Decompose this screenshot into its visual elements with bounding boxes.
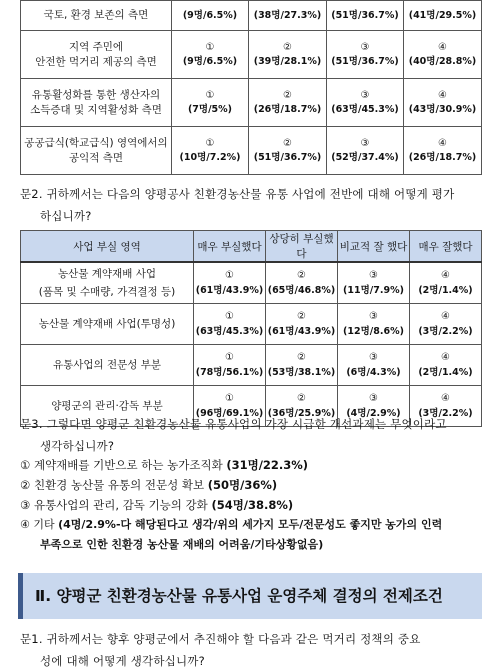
column-header: 상당히 부실했다 (266, 231, 338, 263)
row-label (21, 79, 172, 127)
response-count: (61명/43.9%) (267, 325, 336, 337)
table-row (21, 31, 482, 79)
response-cell (338, 262, 410, 303)
option-number: ③ (360, 137, 370, 149)
row-label-line: 유통활성화를 통한 생산자의 (31, 88, 161, 101)
response-cell (249, 31, 327, 79)
option-number: ① (225, 310, 234, 322)
option-number: ④ (441, 310, 450, 322)
response-cell (327, 127, 404, 175)
table-row (21, 127, 482, 175)
option-number: ① (225, 392, 234, 404)
response-count: (26명/18.7%) (408, 151, 477, 163)
option-number: ① (205, 89, 215, 101)
response-count: (51명/36.7%) (331, 9, 399, 21)
answer-item (20, 495, 442, 515)
response-count: (96명/69.1%) (195, 407, 264, 419)
option-number: ② (283, 137, 292, 149)
row-label (21, 344, 194, 385)
option-number: ④ (438, 41, 447, 53)
option-number: ④ (441, 351, 450, 363)
option-number: ② (297, 269, 306, 281)
table-row (21, 262, 482, 303)
response-cell (194, 344, 266, 385)
response-cell (194, 303, 266, 344)
answer-result: (31명/22.3%) (226, 458, 309, 472)
answer-item-continued (20, 535, 442, 555)
response-count: (4명/2.9%) (346, 407, 401, 419)
response-cell (172, 127, 249, 175)
response-count: (6명/4.3%) (346, 366, 401, 378)
row-label (21, 31, 172, 79)
option-number: ④ (438, 89, 447, 101)
option-number: ② (283, 41, 292, 53)
response-cell (404, 1, 482, 31)
option-number: ④ (441, 269, 450, 281)
row-label-line: 안전한 먹거리 제공의 측면 (35, 55, 157, 68)
response-count: (12명/8.6%) (343, 325, 404, 337)
column-header: 매우 잘했다 (410, 231, 482, 263)
response-cell (172, 79, 249, 127)
row-label-line: 소득증대 및 지역활성화 측면 (30, 103, 162, 116)
table-row (21, 1, 482, 31)
answer-result: (50명/36%) (207, 478, 278, 492)
row-label-line: 농산물 계약재배 사업 (58, 267, 156, 280)
response-count: (63명/45.3%) (331, 103, 399, 115)
response-cell (404, 31, 482, 79)
response-cell (327, 1, 404, 31)
option-number: ② (297, 310, 306, 322)
response-count: (51명/36.7%) (253, 151, 322, 163)
table-row (21, 344, 482, 385)
question-3-line1: 문3. 그렇다면 양평군 친환경농산물 유통사업의 가장 시급한 개선과제는 무엇이라고 (20, 417, 447, 431)
answer-item (20, 475, 442, 495)
response-cell (266, 344, 338, 385)
question-2-line2: 하십니까? (40, 209, 92, 223)
table-row (21, 79, 482, 127)
option-number: ① (205, 137, 215, 149)
response-count: (36명/25.9%) (267, 407, 336, 419)
option-number: ④ (441, 392, 450, 404)
answer-number: ④ (20, 518, 30, 531)
response-count: (39명/28.1%) (253, 55, 322, 67)
answer-text: 친환경 농산물 유통의 전문성 확보 (33, 478, 208, 492)
response-count: (51명/36.7%) (331, 55, 399, 67)
response-count: (52명/37.4%) (331, 151, 399, 163)
row-label-line: 공익적 측면 (68, 151, 124, 164)
importance-table (20, 0, 482, 175)
option-number: ③ (369, 392, 378, 404)
column-header: 비교적 잘 했다 (338, 231, 410, 263)
response-count: (7명/5%) (187, 103, 233, 115)
response-count: (9명/6.5%) (182, 9, 238, 21)
row-label-line: 양평군의 관리·감독 부분 (51, 399, 163, 412)
section-heading: Ⅱ. 양평군 친환경농산물 유통사업 운영주체 결정의 전제조건 (18, 573, 482, 619)
answer-text: 기타 (33, 518, 59, 531)
option-number: ① (225, 269, 234, 281)
response-cell (338, 303, 410, 344)
response-cell (266, 262, 338, 303)
row-label-line: 국토, 환경 보존의 측면 (43, 9, 149, 21)
column-header: 사업 부실 영역 (21, 231, 194, 263)
answer-number: ② (20, 478, 31, 492)
option-number: ③ (369, 351, 378, 363)
answer-result: (4명/2.9%-다 해당된다고 생각/위의 세가지 모두/전문성도 좋지만 농가의 인력 (58, 518, 443, 531)
option-number: ③ (369, 310, 378, 322)
response-cell (404, 127, 482, 175)
response-cell (410, 344, 482, 385)
response-count: (2명/1.4%) (418, 284, 473, 296)
option-number: ③ (369, 269, 378, 281)
answer-item (20, 515, 442, 535)
option-number: ③ (360, 89, 370, 101)
question-2 (20, 183, 454, 227)
row-label (21, 262, 194, 303)
response-count: (9명/6.5%) (182, 55, 238, 67)
response-count: (40명/28.8%) (408, 55, 477, 67)
response-count: (43명/30.9%) (408, 103, 477, 115)
response-count: (38명/27.3%) (253, 9, 322, 21)
answer-result: (54명/38.8%) (211, 498, 294, 512)
table-row (21, 303, 482, 344)
row-label-line: 지역 주민에 (68, 40, 124, 53)
section2-question-1-line1: 문1. 귀하께서는 향후 양평군에서 추진해야 할 다음과 같은 먹거리 정책의 중요 (20, 632, 421, 646)
option-number: ③ (360, 41, 370, 53)
row-label-line: (품목 및 수매량, 가격결정 등) (38, 285, 176, 298)
response-cell (172, 1, 249, 31)
question-3-line2: 생각하십니까? (40, 439, 115, 453)
option-number: ④ (438, 137, 447, 149)
row-label (21, 303, 194, 344)
response-cell (327, 31, 404, 79)
option-number: ① (225, 351, 234, 363)
answer-number: ① (20, 458, 31, 472)
row-label (21, 1, 172, 31)
option-number: ② (297, 392, 306, 404)
response-cell (194, 262, 266, 303)
option-number: ② (297, 351, 306, 363)
response-cell (404, 79, 482, 127)
section2-question-1-line2: 성에 대해 어떻게 생각하십니까? (40, 654, 205, 668)
response-cell (410, 303, 482, 344)
response-cell (249, 127, 327, 175)
response-count: (41명/29.5%) (408, 9, 477, 21)
response-count: (2명/1.4%) (418, 366, 473, 378)
response-cell (266, 303, 338, 344)
response-count: (3명/2.2%) (418, 325, 473, 337)
response-count: (53명/38.1%) (267, 366, 336, 378)
response-count: (10명/7.2%) (179, 151, 241, 163)
response-count: (3명/2.2%) (418, 407, 473, 419)
row-label-line: 공공급식(학교급식) 영역에서의 (24, 136, 168, 149)
column-header: 매우 부실했다 (194, 231, 266, 263)
row-label (21, 127, 172, 175)
response-count: (63명/45.3%) (195, 325, 264, 337)
question-3 (20, 413, 447, 457)
response-count: (65명/46.8%) (267, 284, 336, 296)
response-cell (249, 79, 327, 127)
answer-number: ③ (20, 498, 31, 512)
answer-text: 계약재배를 기반으로 하는 농가조직화 (33, 458, 227, 472)
answer-text: 유통사업의 관리, 감독 기능의 강화 (33, 498, 212, 512)
answer-list (20, 455, 442, 555)
response-count: (61명/43.9%) (195, 284, 264, 296)
response-cell (410, 262, 482, 303)
response-count: (26명/18.7%) (253, 103, 322, 115)
evaluation-table (20, 230, 482, 427)
option-number: ① (205, 41, 215, 53)
response-count: (78명/56.1%) (195, 366, 264, 378)
response-cell (172, 31, 249, 79)
question-2-line1: 문2. 귀하께서는 다음의 양평공사 친환경농산물 유통 사업에 전반에 대해 어떻게 평가 (20, 187, 455, 201)
row-label-line: 유통사업의 전문성 부분 (52, 358, 162, 371)
response-cell (327, 79, 404, 127)
response-count: (11명/7.9%) (343, 284, 404, 296)
answer-result-continued: 부족으로 인한 친환경 농산물 재배의 어려움/기타상황없음) (40, 538, 324, 551)
section2-question-1 (20, 628, 421, 672)
option-number: ② (283, 89, 292, 101)
response-cell (249, 1, 327, 31)
answer-item (20, 455, 442, 475)
response-cell (338, 344, 410, 385)
row-label-line: 농산물 계약재배 사업(투명성) (38, 317, 176, 330)
